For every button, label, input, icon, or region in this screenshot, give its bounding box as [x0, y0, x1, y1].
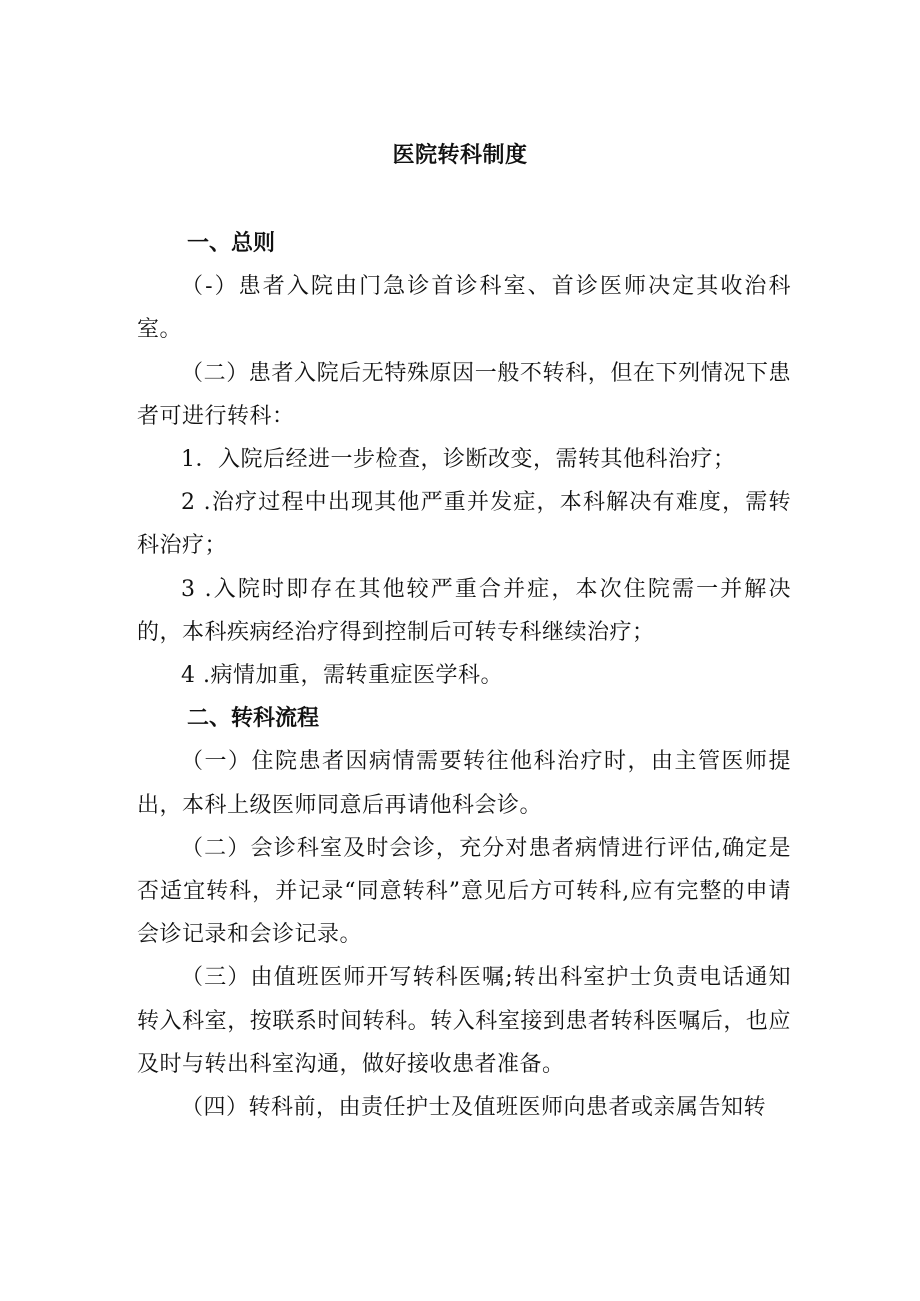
section-heading-transfer-process: 二、转科流程 [187, 706, 320, 732]
document-title: 医院转科制度 [392, 143, 528, 168]
document-body [137, 222, 791, 1129]
paragraph: （一）住院患者因病情需要转往他科治疗时，由主管医师提出，本科上级医师同意后再请他科会诊。 [137, 749, 791, 818]
paragraph: （四）转科前，由责任护士及值班医师向患者或亲属告知转 [181, 1095, 767, 1121]
list-item: 2 .治疗过程中出现其他严重并发症，本科解决有难度，需转科治疗； [137, 490, 791, 559]
section-heading-general: 一、总则 [187, 231, 276, 256]
paragraph: （-）患者入院由门急诊首诊科室、首诊医师决定其收治科室。 [137, 274, 791, 343]
list-item: 3 .入院时即存在其他较严重合并症，本次住院需一并解决的，本科疾病经治疗得到控制后可转专科继续治疗； [137, 576, 791, 645]
list-item: 1．入院后经进一步检查，诊断改变，需转其他科治疗； [181, 447, 736, 473]
list-item: 4 .病情加重，需转重症医学科。 [181, 663, 503, 689]
paragraph: （二）患者入院后无特殊原因一般不转科，但在下列情况下患者可进行转科： [137, 360, 791, 429]
paragraph: （二）会诊科室及时会诊，充分对患者病情进行评估,确定是否适宜转科，并记录“同意转科”意见后方可转科,应有完整的申请会诊记录和会诊记录。 [137, 835, 791, 948]
paragraph: （三）由值班医师开写转科医嘱;转出科室护士负责电话通知转入科室，按联系时间转科。转入科室接到患者转科医嘱后，也应及时与转出科室沟通，做好接收患者准备。 [137, 965, 791, 1077]
